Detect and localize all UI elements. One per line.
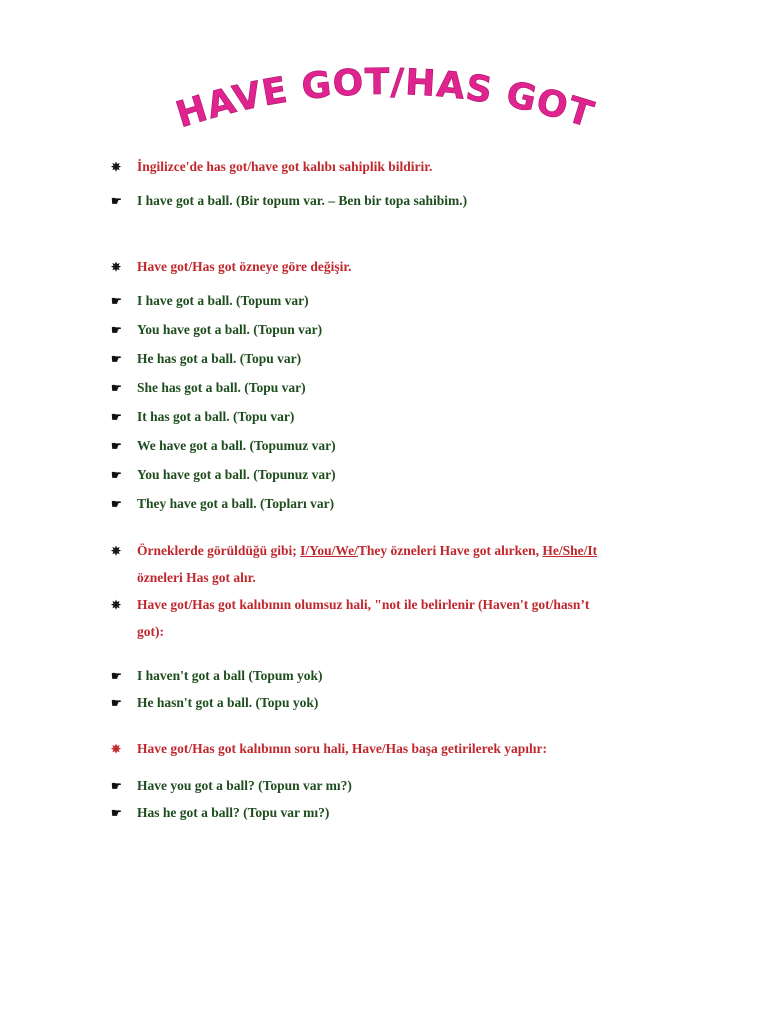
rule-line: ✵ Have got/Has got kalıbının olumsuz hali, "not ile belirlenir (Haven't got/hasn’t [111,597,590,612]
gear-bullet-icon: ✵ [111,742,122,756]
svg-text:HAVE GOT/HAS GOT [171,62,598,136]
example-line: ☛ Has he got a ball? (Topu var mı?) [111,805,330,820]
example-line: ☛ You have got a ball. (Topun var) [111,322,323,337]
example-line: ☛ You have got a ball. (Topunuz var) [111,467,336,482]
gear-bullet-icon: ✵ [111,260,122,274]
pointing-hand-icon: ☛ [111,410,122,424]
pointing-hand-icon: ☛ [111,381,122,395]
page-title: HAVE GOT/HAS GOT [171,62,599,137]
pointing-hand-icon: ☛ [111,468,122,482]
example-line: ☛ He hasn't got a ball. (Topu yok) [111,695,319,710]
rule-line-continued: got): [137,624,164,639]
rule-line: ✵ Have got/Has got kalıbının soru hali, Have/Has başa getirilerek yapılır: [111,741,548,756]
rule-line-continued: özneleri Has got alır. [137,570,256,585]
pointing-hand-icon: ☛ [111,779,122,793]
pointing-hand-icon: ☛ [111,696,122,710]
pointing-hand-icon: ☛ [111,294,122,308]
example-line: ☛ We have got a ball. (Topumuz var) [111,438,336,453]
gear-bullet-icon: ✵ [111,598,122,612]
example-line: ☛ It has got a ball. (Topu var) [111,409,295,424]
example-line: ☛ He has got a ball. (Topu var) [111,351,302,366]
wordart-title [170,62,600,142]
example-line: ☛ She has got a ball. (Topu var) [111,380,306,395]
example-line: ☛ Have you got a ball? (Topun var mı?) [111,778,352,793]
pointing-hand-icon: ☛ [111,352,122,366]
example-line: ☛ I haven't got a ball (Topum yok) [111,668,323,683]
pointing-hand-icon: ☛ [111,323,122,337]
gear-bullet-icon: ✵ [111,544,122,558]
pointing-hand-icon: ☛ [111,669,122,683]
pointing-hand-icon: ☛ [111,439,122,453]
rule-line: ✵ İngilizce'de has got/have got kalıbı sahiplik bildirir. [111,159,433,174]
example-line: ☛ I have got a ball. (Bir topum var. – Ben bir topa sahibim.) [111,193,468,208]
pointing-hand-icon: ☛ [111,497,122,511]
gear-bullet-icon: ✵ [111,160,122,174]
pointing-hand-icon: ☛ [111,806,122,820]
pointing-hand-icon: ☛ [111,194,122,208]
rule-line: ✵ Have got/Has got özneye göre değişir. [111,259,352,274]
example-line: ☛ They have got a ball. (Topları var) [111,496,335,511]
rule-line: ✵ Örneklerde görüldüğü gibi; I/You/We/They özneleri Have got alırken, He/She/It [111,543,598,558]
example-line: ☛ I have got a ball. (Topum var) [111,293,309,308]
